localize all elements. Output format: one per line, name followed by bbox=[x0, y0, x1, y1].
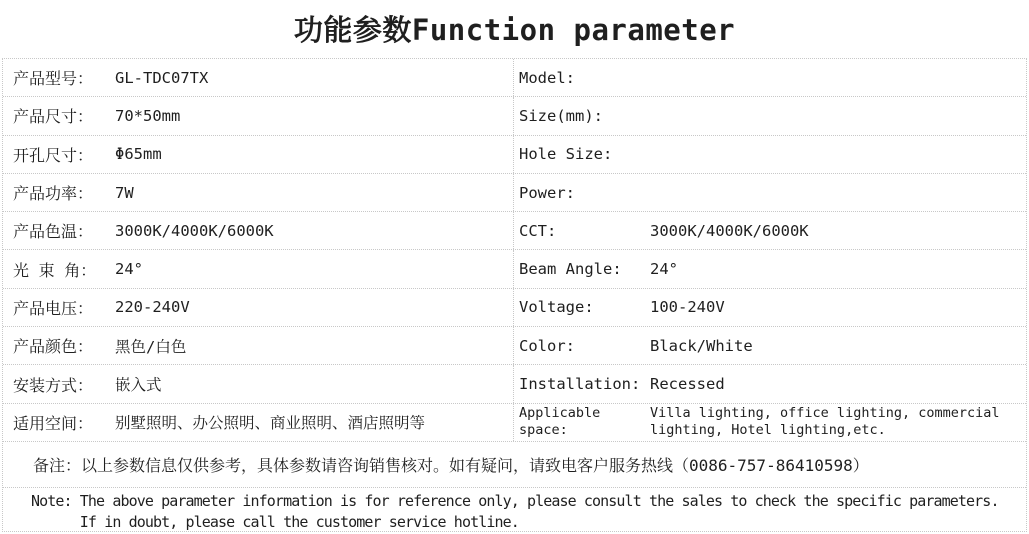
label-cn-voltage: 产品电压： bbox=[13, 298, 94, 318]
value-cn-applicable-space: 别墅照明、办公照明、商业照明、酒店照明等 bbox=[115, 414, 426, 433]
cell-en-model bbox=[514, 59, 1026, 96]
cell-cn-installation bbox=[3, 365, 514, 402]
value-cn-power: 7W bbox=[115, 183, 134, 202]
spec-table bbox=[2, 58, 1027, 532]
label-cn-beam-angle: 光 束 角： bbox=[13, 260, 97, 280]
label-cn-applicable-space: 适用空间： bbox=[13, 413, 94, 433]
value-cn-color: 黑色/白色 bbox=[115, 337, 187, 356]
cell-en-hole-size bbox=[514, 136, 1026, 173]
cell-en-applicable-space bbox=[514, 404, 1026, 441]
spec-row-power bbox=[3, 174, 1026, 212]
cell-en-size bbox=[514, 97, 1026, 134]
spec-row-model bbox=[3, 59, 1026, 97]
value-cn-voltage: 220-240V bbox=[115, 298, 190, 317]
label-cn-model: 产品型号： bbox=[13, 69, 94, 89]
note-text bbox=[80, 491, 999, 532]
cell-en-beam-angle bbox=[514, 250, 1026, 287]
value-en-voltage: 100-240V bbox=[650, 298, 725, 317]
label-en-hole-size: Hole Size: bbox=[519, 145, 613, 164]
spec-row-applicable-space bbox=[3, 404, 1026, 442]
label-cn-power: 产品功率： bbox=[13, 184, 94, 204]
cell-en-installation bbox=[514, 365, 1026, 402]
spec-row-color bbox=[3, 327, 1026, 365]
label-cn-installation: 安装方式： bbox=[13, 375, 94, 395]
label-cn-size: 产品尺寸： bbox=[13, 107, 94, 127]
remark-row-cn bbox=[3, 442, 1026, 488]
value-en-installation: Recessed bbox=[650, 375, 725, 394]
note-row-en bbox=[3, 488, 1026, 531]
spec-row-hole-size bbox=[3, 136, 1026, 174]
value-en-beam-angle: 24° bbox=[650, 260, 678, 279]
page-title: 功能参数Function parameter bbox=[293, 13, 736, 47]
label-en-model: Model: bbox=[519, 68, 575, 87]
remark-text-cn: 备注：以上参数信息仅供参考，具体参数请咨询销售核对。如有疑问，请致电客户服务热线（0086-757-86410598） bbox=[33, 456, 869, 476]
label-cn-hole-size: 开孔尺寸： bbox=[13, 145, 94, 165]
cell-cn-size bbox=[3, 97, 514, 134]
spec-row-installation bbox=[3, 365, 1026, 403]
value-cn-cct: 3000K/4000K/6000K bbox=[115, 221, 274, 240]
value-cn-size: 70*50mm bbox=[115, 106, 181, 125]
note-line-1: The above parameter information is for reference only, please consult the sales to check the specific parameters. bbox=[79, 492, 999, 511]
note-line-2: If in doubt, please call the customer service hotline. bbox=[79, 512, 519, 531]
label-cn-color: 产品颜色： bbox=[13, 337, 94, 357]
label-en-installation: Installation: bbox=[519, 375, 641, 394]
cell-cn-beam-angle bbox=[3, 250, 514, 287]
spec-row-size bbox=[3, 97, 1026, 135]
cell-en-cct bbox=[514, 212, 1026, 249]
label-en-applicable-space: Applicable space: bbox=[519, 404, 609, 439]
value-en-applicable-space: Villa lighting, office lighting, commercial lighting, Hotel lighting,etc. bbox=[650, 404, 1000, 439]
label-en-color: Color: bbox=[519, 336, 575, 355]
title-bar bbox=[0, 0, 1029, 57]
cell-cn-color bbox=[3, 327, 514, 364]
label-en-cct: CCT: bbox=[519, 221, 557, 240]
cell-cn-power bbox=[3, 174, 514, 211]
label-en-power: Power: bbox=[519, 183, 575, 202]
cell-cn-voltage bbox=[3, 289, 514, 326]
value-cn-model: GL-TDC07TX bbox=[115, 68, 209, 87]
spec-row-cct bbox=[3, 212, 1026, 250]
value-en-cct: 3000K/4000K/6000K bbox=[650, 221, 809, 240]
note-label: Note: bbox=[31, 492, 80, 511]
label-en-beam-angle: Beam Angle: bbox=[519, 260, 622, 279]
cell-en-power bbox=[514, 174, 1026, 211]
cell-cn-hole-size bbox=[3, 136, 514, 173]
value-en-color: Black/White bbox=[650, 336, 753, 355]
cell-en-voltage bbox=[514, 289, 1026, 326]
cell-cn-cct bbox=[3, 212, 514, 249]
label-en-voltage: Voltage: bbox=[519, 298, 594, 317]
value-cn-hole-size: Φ65mm bbox=[115, 145, 162, 164]
spec-row-voltage bbox=[3, 289, 1026, 327]
value-cn-installation: 嵌入式 bbox=[115, 376, 162, 395]
cell-en-color bbox=[514, 327, 1026, 364]
value-cn-beam-angle: 24° bbox=[115, 260, 143, 279]
cell-cn-applicable-space bbox=[3, 404, 514, 441]
label-en-size: Size(mm): bbox=[519, 106, 603, 125]
label-cn-cct: 产品色温： bbox=[13, 222, 94, 242]
cell-cn-model bbox=[3, 59, 514, 96]
spec-row-beam-angle bbox=[3, 250, 1026, 288]
